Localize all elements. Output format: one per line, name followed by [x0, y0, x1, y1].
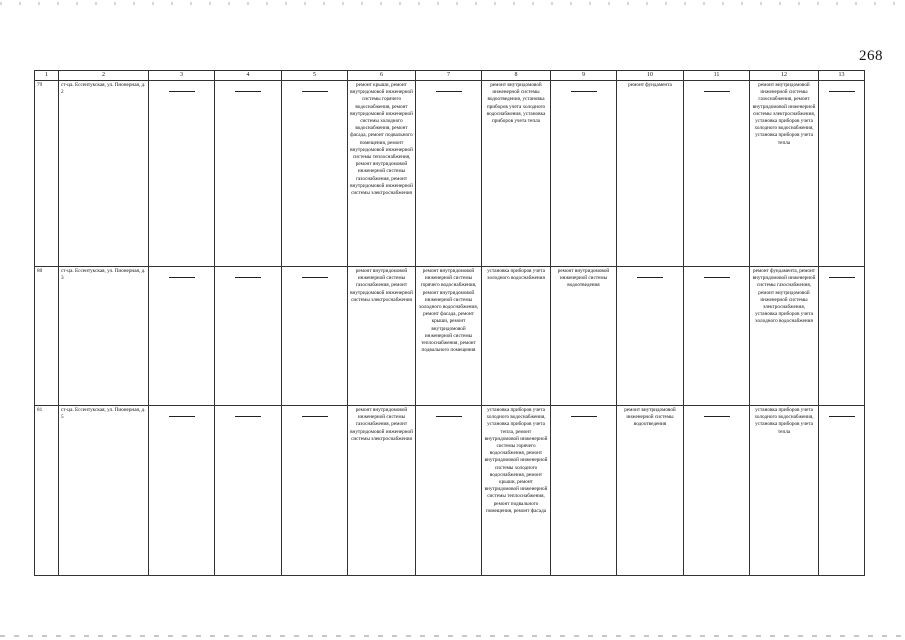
dash-mark [169, 277, 195, 278]
empty-cell [551, 81, 617, 267]
column-header: 3 [149, 71, 215, 81]
table-row [35, 81, 865, 267]
work-cell: ремонт фундамента, ремонт внутридомовой инженерной системы газоснабжения, ремонт внутридомовой инженерной системы электроснабжения, установка приборов учета холодного водоснабжения [750, 267, 819, 406]
work-cell: ремонт внутридомовой инженерной системы газоснабжения, ремонт внутридомовой инженерной системы электроснабжения [348, 406, 416, 576]
empty-cell [416, 81, 482, 267]
table-row [35, 406, 865, 576]
empty-cell [617, 267, 684, 406]
work-cell: установка приборов учета холодного водоснабжения [482, 267, 551, 406]
dash-mark [235, 277, 261, 278]
dash-mark [436, 91, 462, 92]
dash-mark [571, 91, 597, 92]
dash-mark [302, 416, 328, 417]
dash-mark [235, 416, 261, 417]
column-header: 5 [282, 71, 348, 81]
column-header: 10 [617, 71, 684, 81]
column-number-row [35, 71, 865, 81]
empty-cell [215, 81, 282, 267]
row-number: 80 [35, 267, 59, 406]
work-cell: ремонт внутридомовой инженерной системы газоснабжения, ремонт внутридомовой инженерной системы электроснабжения [348, 267, 416, 406]
empty-cell [282, 267, 348, 406]
column-header: 12 [750, 71, 819, 81]
empty-cell [215, 267, 282, 406]
empty-cell [684, 406, 750, 576]
dash-mark [829, 91, 855, 92]
empty-cell [149, 267, 215, 406]
page-number: 268 [859, 48, 883, 64]
column-header: 13 [819, 71, 865, 81]
empty-cell [149, 81, 215, 267]
work-cell: установка приборов учета холодного водоснабжения, установка приборов учета тепла, ремонт внутридомовой инженерной системы горячего водоснабжения, ремонт внутридомовой инженерной системы холодного водоснабжения, ремонт крыши, ремонт внутридомовой инженерной системы теплоснабжения, ремонт подвального помещения, ремонт фасада [482, 406, 551, 576]
row-number: 81 [35, 406, 59, 576]
empty-cell [819, 406, 865, 576]
table-row [35, 267, 865, 406]
empty-cell [684, 81, 750, 267]
column-header: 9 [551, 71, 617, 81]
empty-cell [819, 81, 865, 267]
column-header: 11 [684, 71, 750, 81]
row-address: ст-ца. Ессентукская, ул. Пионерная, д. 3 [59, 267, 149, 406]
dash-mark [571, 416, 597, 417]
scan-artifact-top [0, 2, 905, 5]
dash-mark [169, 416, 195, 417]
row-number: 79 [35, 81, 59, 267]
scan-artifact-bottom [0, 635, 905, 637]
repair-schedule-table [34, 70, 865, 576]
empty-cell [551, 406, 617, 576]
dash-mark [302, 277, 328, 278]
empty-cell [215, 406, 282, 576]
dash-mark [302, 91, 328, 92]
dash-mark [235, 91, 261, 92]
column-header: 7 [416, 71, 482, 81]
empty-cell [416, 406, 482, 576]
empty-cell [149, 406, 215, 576]
dash-mark [704, 277, 730, 278]
column-header: 1 [35, 71, 59, 81]
row-address: ст-ца. Ессентукская, ул. Пионерная, д. 5 [59, 406, 149, 576]
dash-mark [436, 416, 462, 417]
column-header: 6 [348, 71, 416, 81]
dash-mark [637, 277, 663, 278]
work-cell: ремонт внутридомовой инженерной системы водоотведения [551, 267, 617, 406]
work-cell: ремонт крыши, ремонт внутридомовой инженерной системы горячего водоснабжения, ремонт внутридомовой инженерной системы холодного водоснабжения, ремонт фасада, ремонт подвального помещения, ремонт внутридомовой инженерной системы теплоснабжения, ремонт внутридомовой инженерной системы газоснабжения, ремонт внутридомовой инженерной системы электроснабжения [348, 81, 416, 267]
empty-cell [282, 81, 348, 267]
dash-mark [829, 416, 855, 417]
dash-mark [704, 416, 730, 417]
work-cell: установка приборов учета холодного водоснабжения, установка приборов учета тепла [750, 406, 819, 576]
dash-mark [829, 277, 855, 278]
row-address: ст-ца. Ессентукская, ул. Пионерная, д. 2 [59, 81, 149, 267]
column-header: 8 [482, 71, 551, 81]
dash-mark [704, 91, 730, 92]
work-cell: ремонт внутридомовой инженерной системы водоотведения [617, 406, 684, 576]
work-cell: ремонт внутридомовой инженерной системы газоснабжения, ремонт внутридомовой инженерной системы электроснабжения, установка приборов учета холодного водоснабжения, установка приборов учета тепла [750, 81, 819, 267]
empty-cell [819, 267, 865, 406]
empty-cell [684, 267, 750, 406]
work-cell: ремонт внутридомовой инженерной системы горячего водоснабжения, ремонт внутридомовой инженерной системы холодного водоснабжения, ремонт фасада, ремонт крыши, ремонт внутридомовой инженерной системы теплоснабжения, ремонт подвального помещения [416, 267, 482, 406]
column-header: 2 [59, 71, 149, 81]
column-header: 4 [215, 71, 282, 81]
work-cell: ремонт фундамента [617, 81, 684, 267]
work-cell: ремонт внутридомовой инженерной системы водоотведения, установка приборов учета холодного водоснабжения, установка приборов учета тепла [482, 81, 551, 267]
empty-cell [282, 406, 348, 576]
dash-mark [169, 91, 195, 92]
